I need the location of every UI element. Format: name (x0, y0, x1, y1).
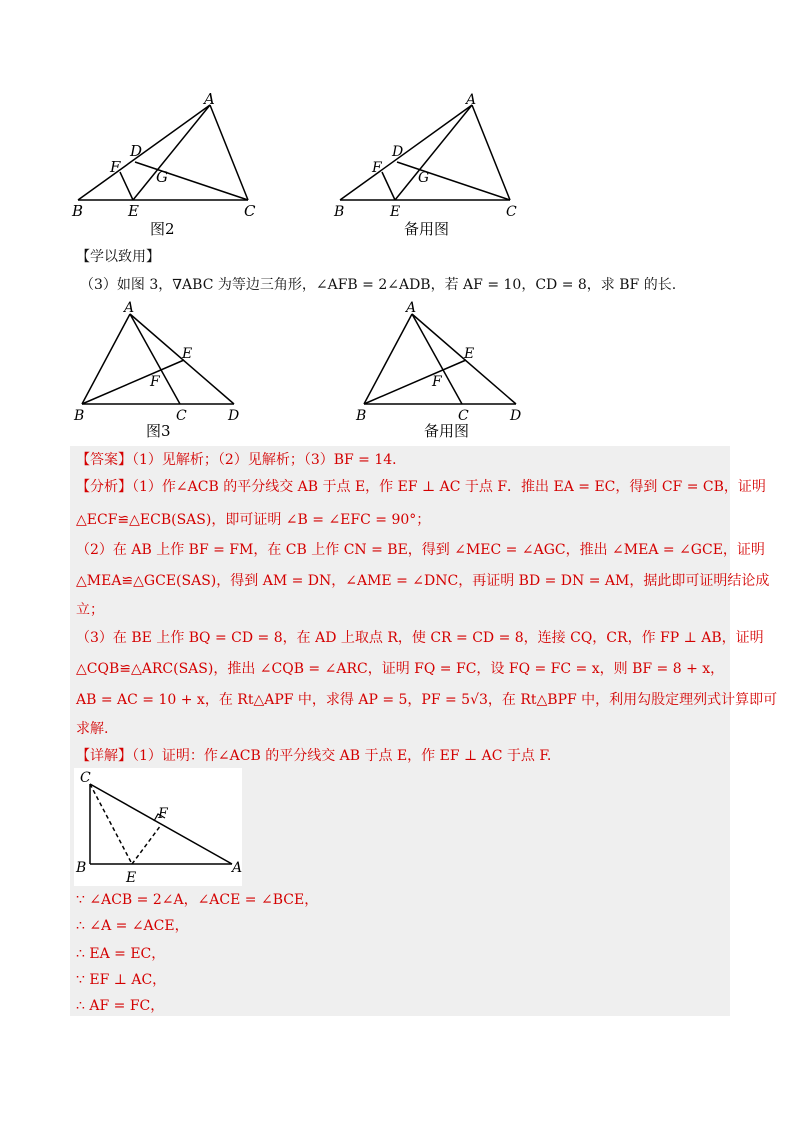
label-B: B (74, 408, 85, 424)
answer-text: （1）见解析；（2）见解析；（3）BF = 14． (132, 452, 407, 468)
label-F: F (432, 374, 442, 390)
analysis-line-4: △MEA≌△GCE(SAS)，得到 AM = DN，∠AME = ∠DNC，再证明 BD = DN = AM，据此即可证明结论成 (76, 573, 770, 589)
analysis-line-9: 求解. (76, 721, 109, 737)
label-G: G (418, 170, 430, 186)
label-C: C (80, 770, 91, 786)
label-E: E (126, 870, 137, 886)
label-B: B (334, 204, 345, 220)
step-1: ∵ ∠ACB = 2∠A，∠ACE = ∠BCE， (76, 892, 319, 908)
label-A: A (204, 92, 215, 108)
analysis-line-7: △CQB≌△ARC(SAS)，推出 ∠CQB = ∠ARC，证明 FQ = FC，设 FQ = FC = x，则 BF = 8 + x， (76, 661, 725, 677)
figure-2-backup (332, 92, 532, 242)
analysis-line-6: （3）在 BE 上作 BQ = CD = 8，在 AD 上取点 R，使 CR = CD = 8，连接 CQ，CR，作 FP ⊥ AB，证明 (76, 630, 764, 646)
label-B: B (72, 202, 84, 220)
analysis-line-1 (76, 477, 766, 497)
analysis-line-8: AB = AC = 10 + x，在 Rt△APF 中，求得 AP = 5，PF = 5√3，在 Rt△BPF 中，利用勾股定理列式计算即可 (76, 692, 778, 708)
figure-2-caption: 图2 (150, 220, 175, 238)
label-C: C (458, 408, 469, 424)
label-C: C (506, 204, 517, 220)
label-A: A (406, 300, 417, 316)
label-F: F (150, 374, 160, 390)
analysis-tag: 【分析】 (76, 479, 132, 495)
label-A: A (466, 92, 477, 108)
question-3: （3）如图 3，∇ABC 为等边三角形，∠AFB = 2∠ADB，若 AF = 10，CD = 8，求 BF 的长. (80, 277, 677, 293)
analysis-line-3: （2）在 AB 上作 BF = FM，在 CB 上作 CN = BE，得到 ∠MEC = ∠AGC，推出 ∠MEA = ∠GCE，证明 (76, 542, 765, 558)
figure-3-backup (352, 300, 552, 442)
label-F: F (158, 806, 168, 822)
step-2: ∴ ∠A = ∠ACE， (76, 918, 189, 934)
label-D: D (130, 142, 143, 160)
solution-figure (74, 768, 242, 886)
label-A: A (124, 300, 135, 316)
label-E: E (182, 346, 193, 362)
label-F: F (372, 160, 382, 176)
label-E: E (128, 202, 139, 220)
figure-3-caption: 图3 (146, 422, 171, 440)
figure-3-backup-caption: 备用图 (424, 422, 470, 440)
label-C: C (244, 202, 256, 220)
label-E: E (390, 204, 401, 220)
step-5: ∴ AF = FC， (76, 998, 165, 1014)
figure-2-backup-caption: 备用图 (404, 220, 450, 238)
label-C: C (176, 408, 187, 424)
step-4: ∵ EF ⊥ AC， (76, 972, 167, 988)
label-B: B (356, 408, 367, 424)
answer-tag: 【答案】 (76, 452, 132, 468)
detail-text: （1）证明：作∠ACB 的平分线交 AB 于点 E，作 EF ⊥ AC 于点 F. (132, 748, 552, 764)
label-D: D (510, 408, 522, 424)
label-D: D (228, 408, 240, 424)
detail-tag: 【详解】 (76, 748, 132, 764)
analysis-text: （1）作∠ACB 的平分线交 AB 于点 E，作 EF ⊥ AC 于点 F．推出 EA = EC，得到 CF = CB，证明 (132, 479, 766, 495)
label-D: D (392, 144, 404, 160)
analysis-line-5: 立； (76, 602, 104, 618)
answer-line (76, 450, 406, 470)
label-A: A (232, 860, 242, 876)
label-G: G (156, 168, 168, 186)
figure-2 (70, 92, 270, 242)
section-title: 【学以致用】 (76, 249, 160, 265)
label-B: B (76, 860, 87, 876)
label-E: E (464, 346, 475, 362)
step-3: ∴ EA = EC， (76, 946, 166, 962)
analysis-line-2: △ECF≌△ECB(SAS)，即可证明 ∠B = ∠EFC = 90°； (76, 512, 431, 528)
label-F: F (110, 158, 121, 176)
detail-line (76, 746, 551, 766)
figure-3 (70, 300, 270, 442)
